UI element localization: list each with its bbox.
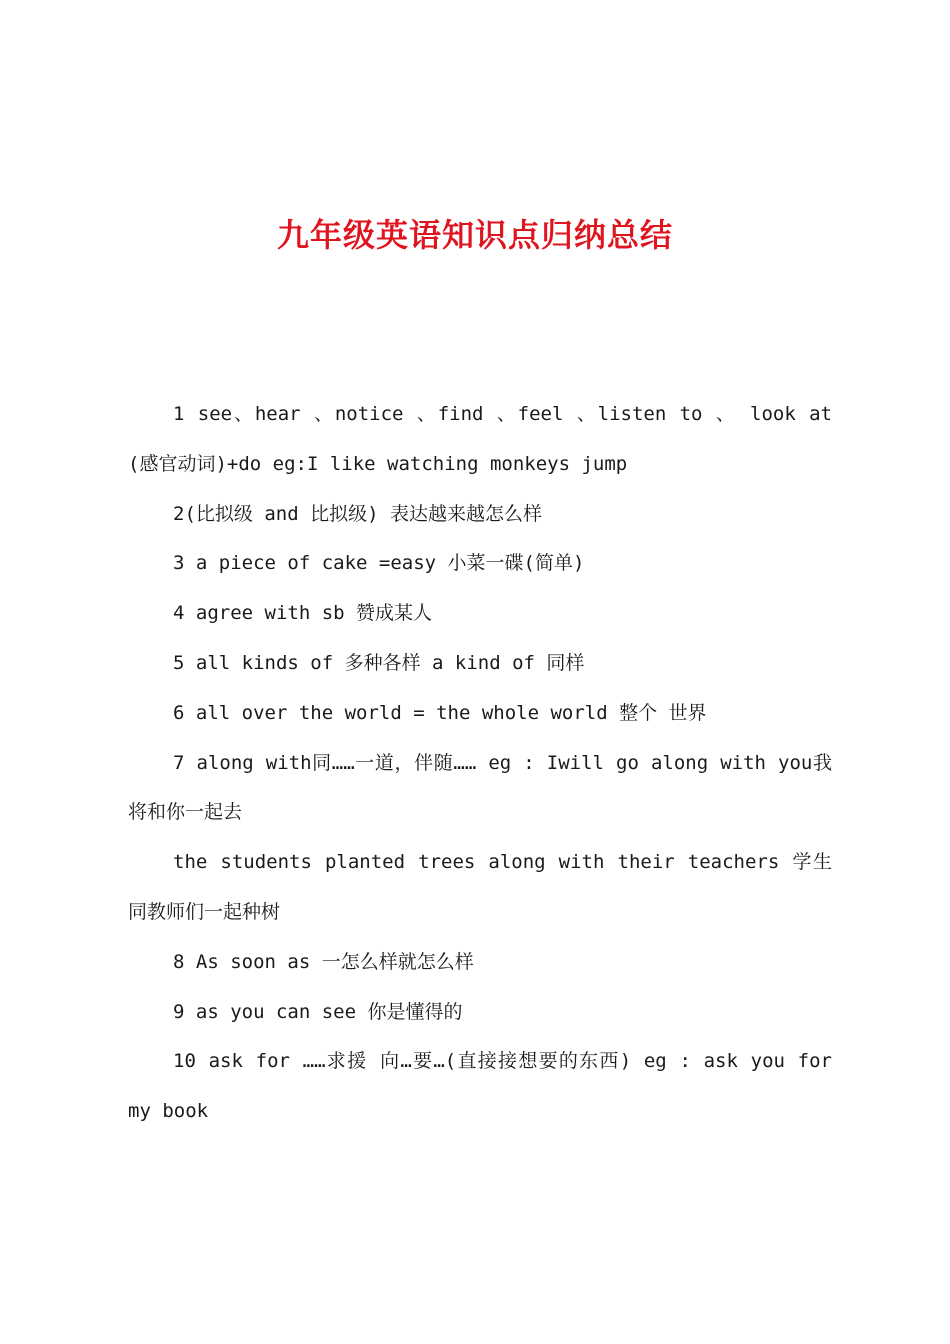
- paragraph-3: 3 a piece of cake =easy 小菜一碟(简单): [173, 552, 585, 575]
- paragraph-2: 2(比拟级 and 比拟级) 表达越来越怎么样: [173, 502, 542, 525]
- paragraph-10: 10 ask for ……求援 向…要…(直接接想要的东西) eg : ask you for my book: [128, 1050, 832, 1123]
- document-body: [128, 390, 832, 1137]
- paragraph-4: 4 agree with sb 赞成某人: [173, 602, 433, 625]
- paragraph-5: 5 all kinds of 多种各样 a kind of 同样: [173, 651, 585, 674]
- paragraph-8: 8 As soon as 一怎么样就怎么样: [173, 950, 474, 973]
- paragraph-7-example: the students planted trees along with their teachers 学生同教师们一起种树: [128, 851, 832, 923]
- paragraph-9: 9 as you can see 你是懂得的: [173, 1000, 463, 1023]
- paragraph-7: 7 along with同……一道，伴随…… eg : Iwill go along with you我将和你一起去: [128, 751, 832, 824]
- document-title: 九年级英语知识点归纳总结: [276, 216, 673, 254]
- paragraph-1: 1 see、hear 、notice 、find 、feel 、listen to 、 look at (感官动词)+do eg:I like watching monkeys jump: [128, 403, 832, 475]
- paragraph-6: 6 all over the world = the whole world 整个 世界: [173, 701, 707, 724]
